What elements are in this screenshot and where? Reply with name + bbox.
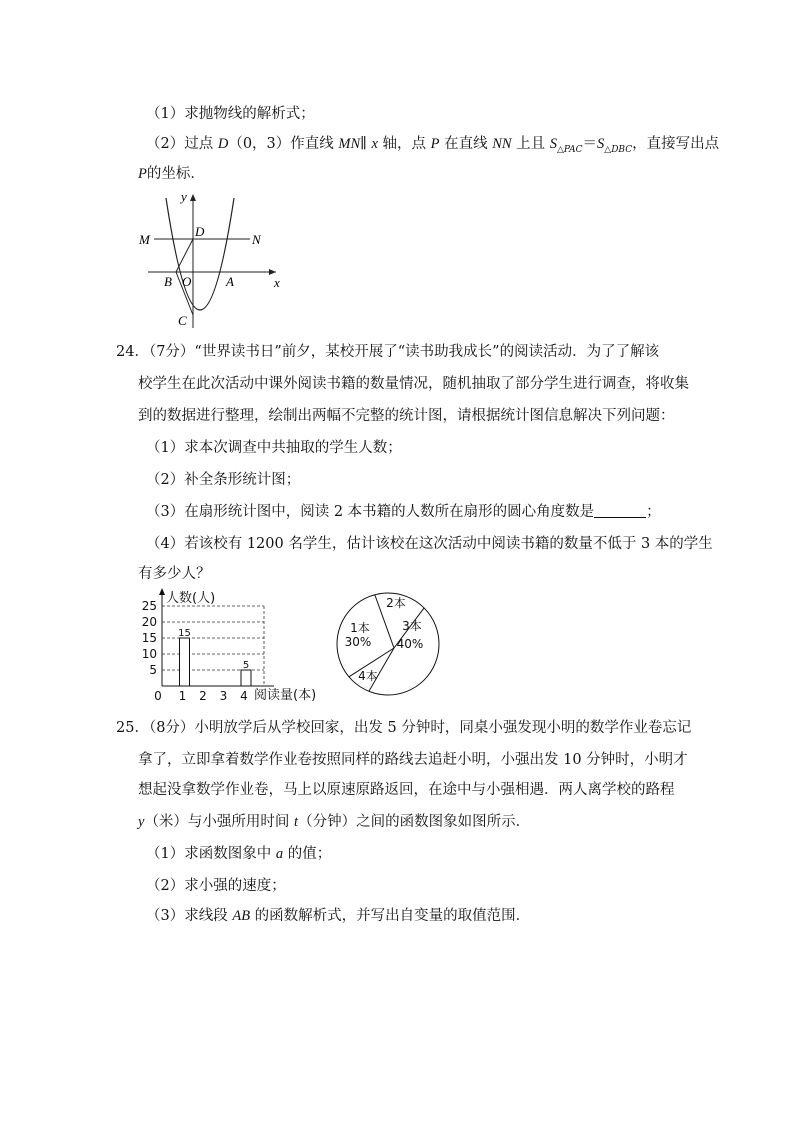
label-o: O: [182, 274, 192, 289]
x-tick-label: 2: [199, 689, 207, 703]
label-y: y: [181, 190, 187, 204]
label-x: x: [274, 275, 280, 290]
x-tick-label: 1: [178, 689, 187, 703]
x-tick-label: 4: [240, 689, 248, 703]
pie-chart: [334, 590, 444, 700]
y-tick-label: 5: [149, 663, 157, 677]
q25-part1: （1）求函数图象中 a 的值；: [146, 846, 332, 862]
y-tick-label: 20: [141, 615, 157, 629]
q25-part2: （2）求小强的速度；: [146, 878, 286, 894]
answer-blank: [594, 503, 646, 518]
q23-part2: （2）过点 D（0，3）作直线 MN∥ x 轴，点 P 在直线 NN 上且 $S_{\triangle PAC}=S_{\triangle DBC}$，直接写出点: [146, 136, 720, 155]
label-m: M: [139, 232, 150, 247]
label-d: D: [195, 224, 205, 239]
pie-slice-label: 3本: [402, 619, 422, 633]
segment-db: [176, 239, 193, 272]
x-tick-label: 3: [219, 689, 228, 703]
q25-stem-line1: 25．（8分）小明放学后从学校回家，出发 5 分钟时，同桌小强发现小明的数学作业卷忘记: [116, 720, 692, 736]
y-tick-label: 10: [141, 647, 157, 661]
pie-slice-value: 40%: [396, 637, 424, 651]
q24-stem-line1: 24．（7分）“世界读书日”前夕，某校开展了“读书助我成长”的阅读活动．为了了解该: [116, 344, 660, 360]
bar-data-label: 15: [178, 628, 191, 639]
q25-stem-line4: y（米）与小强所用时间 t（分钟）之间的函数图象如图所示．: [138, 814, 531, 830]
label-n: N: [252, 232, 261, 247]
q25-part3: （3）求线段 AB 的函数解析式，并写出自变量的取值范围．: [146, 908, 531, 924]
pie-slice-label: 4本: [358, 669, 378, 683]
y-tick-label: 15: [141, 631, 157, 645]
bar-chart: [138, 586, 328, 704]
x-tick-label: 0: [154, 689, 162, 703]
q23-part2-cont: P的坐标．: [138, 166, 205, 182]
pie-slice-label: 2本: [386, 596, 406, 610]
pie-slice-value: 30%: [344, 635, 372, 649]
bar: [241, 670, 251, 686]
q24-part4: （4）若该校有 1200 名学生，估计该校在这次活动中阅读书籍的数量不低于 3 本的学生: [146, 536, 713, 552]
q25-stem-line3: 想起没拿数学作业卷，马上以原速原路返回，在途中与小强相遇．两人离学校的路程: [138, 782, 675, 798]
q24-part3: （3）在扇形统计图中，阅读 2 本书籍的人数所在扇形的圆心角度数是 ；: [146, 504, 661, 520]
parabola-curve: [166, 198, 234, 310]
pie-slice-label: 1本: [350, 621, 370, 635]
x-axis-title: 阅读量(本): [254, 688, 317, 703]
q24-part2: （2）补全条形统计图；: [146, 472, 301, 488]
q24-part4-cont: 有多少人？: [138, 566, 211, 582]
q24-part1: （1）求本次调查中共抽取的学生人数；: [146, 440, 402, 456]
q24-stem-line2: 校学生在此次活动中课外阅读书籍的数量情况，随机抽取了部分学生进行调查，将收集: [138, 376, 689, 392]
label-a: A: [226, 274, 234, 289]
label-c: C: [178, 313, 187, 328]
y-axis-arrow: [159, 588, 165, 595]
q23-part1: （1）求抛物线的解析式；: [146, 106, 315, 122]
y-tick-label: 25: [141, 599, 157, 613]
label-b: B: [164, 274, 172, 289]
bar: [180, 638, 190, 686]
bar-data-label: 5: [242, 660, 250, 671]
q25-stem-line2: 拿了，立即拿着数学作业卷按照同样的路线去追赶小明，小强出发 10 分钟时，小明才: [138, 752, 688, 768]
parabola-figure: [136, 190, 286, 330]
q24-stem-line3: 到的数据进行整理，绘制出两幅不完整的统计图，请根据统计图信息解决下列问题：: [138, 408, 675, 424]
y-axis-title: 人数(人): [166, 591, 216, 606]
